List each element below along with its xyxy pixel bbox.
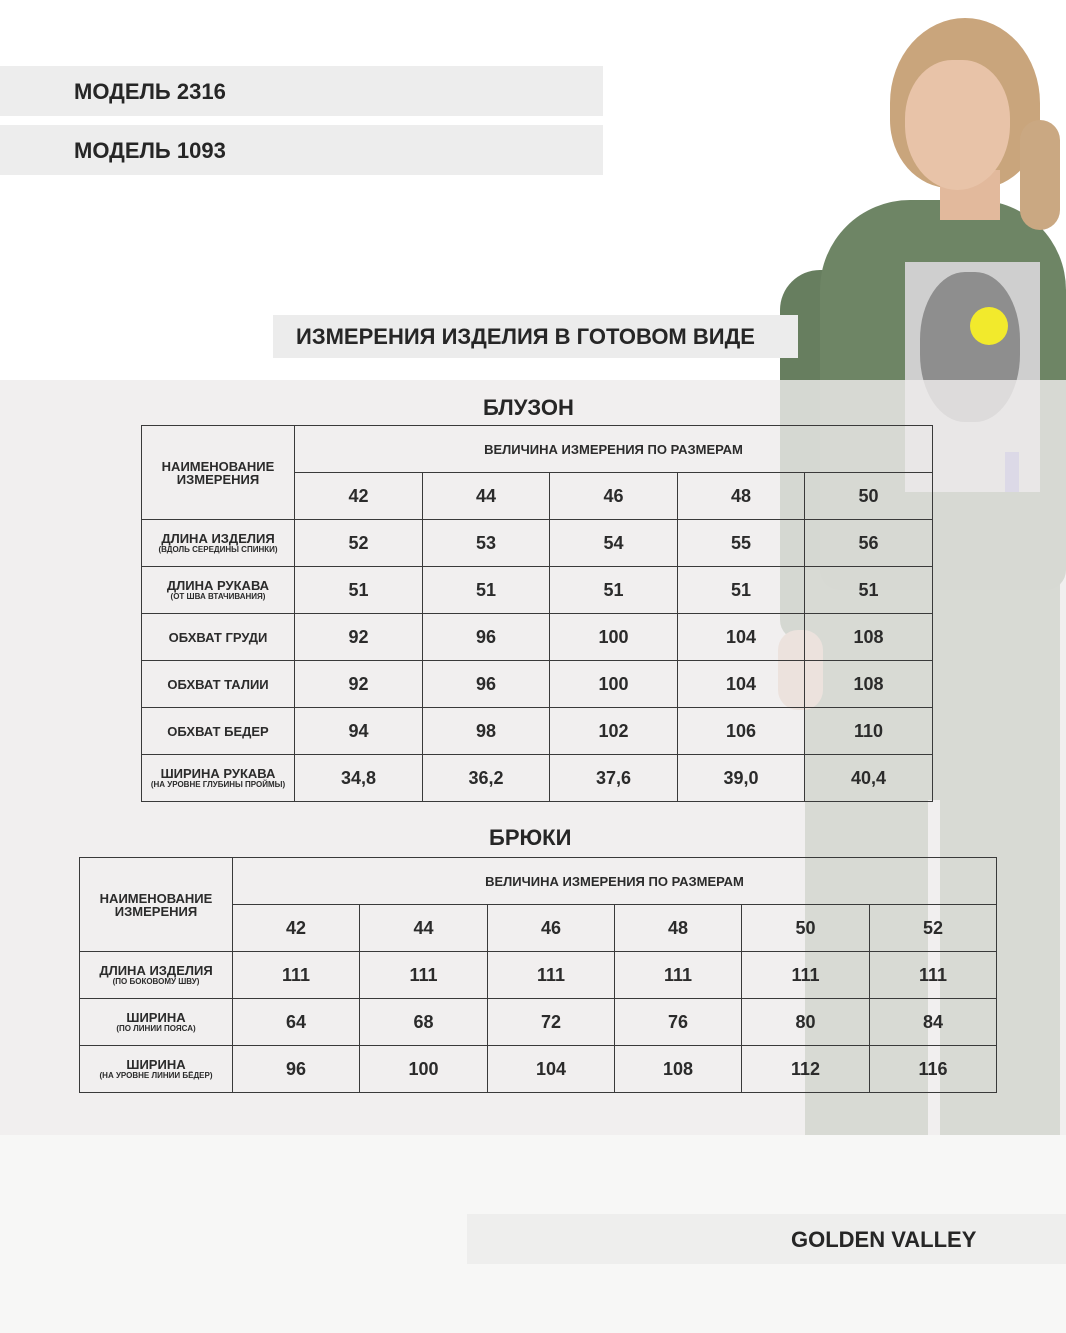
- value-cell: 54: [550, 520, 678, 567]
- value-cell: 100: [360, 1046, 488, 1093]
- value-cell: 110: [805, 708, 933, 755]
- value-cell: 116: [870, 1046, 997, 1093]
- value-cell: 37,6: [550, 755, 678, 802]
- value-cell: 100: [550, 614, 678, 661]
- blouse-size-cell: 50: [805, 473, 933, 520]
- table-row: [80, 952, 997, 999]
- pants-size-header: ВЕЛИЧИНА ИЗМЕРЕНИЯ ПО РАЗМЕРАМ: [233, 858, 997, 905]
- blouse-title: БЛУЗОН: [483, 395, 574, 420]
- blouse-size-cell: 44: [423, 473, 550, 520]
- pants-size-cell: 50: [742, 905, 870, 952]
- model-label-1: МОДЕЛЬ 2316: [0, 66, 603, 116]
- pants-name-header: НАИМЕНОВАНИЕ ИЗМЕРЕНИЯ: [80, 858, 233, 952]
- value-cell: 108: [805, 661, 933, 708]
- value-cell: 96: [233, 1046, 360, 1093]
- blouse-size-header: ВЕЛИЧИНА ИЗМЕРЕНИЯ ПО РАЗМЕРАМ: [295, 426, 933, 473]
- table-row: [142, 755, 933, 802]
- value-cell: 51: [423, 567, 550, 614]
- row-label: ОБХВАТ ТАЛИИ: [142, 661, 295, 708]
- blouse-name-header: НАИМЕНОВАНИЕ ИЗМЕРЕНИЯ: [142, 426, 295, 520]
- value-cell: 51: [678, 567, 805, 614]
- value-cell: 72: [488, 999, 615, 1046]
- value-cell: 108: [805, 614, 933, 661]
- value-cell: 111: [233, 952, 360, 999]
- pants-size-table: [79, 857, 997, 1093]
- brand-label: GOLDEN VALLEY: [467, 1214, 1066, 1264]
- pants-size-cell: 42: [233, 905, 360, 952]
- value-cell: 64: [233, 999, 360, 1046]
- value-cell: 111: [742, 952, 870, 999]
- value-cell: 51: [805, 567, 933, 614]
- row-label: ДЛИНА РУКАВА (ОТ ШВА ВТАЧИВАНИЯ): [142, 567, 295, 614]
- value-cell: 106: [678, 708, 805, 755]
- value-cell: 111: [870, 952, 997, 999]
- value-cell: 34,8: [295, 755, 423, 802]
- table-row: [80, 1046, 997, 1093]
- pants-size-cell: 52: [870, 905, 997, 952]
- row-label: ДЛИНА ИЗДЕЛИЯ (ВДОЛЬ СЕРЕДИНЫ СПИНКИ): [142, 520, 295, 567]
- value-cell: 96: [423, 661, 550, 708]
- page-title: ИЗМЕРЕНИЯ ИЗДЕЛИЯ В ГОТОВОМ ВИДЕ: [273, 315, 798, 358]
- table-row: [142, 614, 933, 661]
- pants-title: БРЮКИ: [489, 825, 572, 850]
- pants-size-cell: 46: [488, 905, 615, 952]
- table-row: [142, 567, 933, 614]
- value-cell: 53: [423, 520, 550, 567]
- value-cell: 55: [678, 520, 805, 567]
- value-cell: 94: [295, 708, 423, 755]
- value-cell: 39,0: [678, 755, 805, 802]
- value-cell: 40,4: [805, 755, 933, 802]
- table-row: [80, 999, 997, 1046]
- value-cell: 111: [615, 952, 742, 999]
- value-cell: 100: [550, 661, 678, 708]
- value-cell: 56: [805, 520, 933, 567]
- value-cell: 104: [678, 614, 805, 661]
- blouse-size-cell: 46: [550, 473, 678, 520]
- value-cell: 51: [295, 567, 423, 614]
- table-row: [142, 520, 933, 567]
- value-cell: 80: [742, 999, 870, 1046]
- value-cell: 51: [550, 567, 678, 614]
- row-label: ОБХВАТ ГРУДИ: [142, 614, 295, 661]
- blouse-size-cell: 42: [295, 473, 423, 520]
- pants-size-cell: 44: [360, 905, 488, 952]
- model-label-2: МОДЕЛЬ 1093: [0, 125, 603, 175]
- row-label: ШИРИНА РУКАВА (НА УРОВНЕ ГЛУБИНЫ ПРОЙМЫ): [142, 755, 295, 802]
- value-cell: 108: [615, 1046, 742, 1093]
- value-cell: 111: [360, 952, 488, 999]
- value-cell: 92: [295, 661, 423, 708]
- table-row: [142, 661, 933, 708]
- row-label: ОБХВАТ БЕДЕР: [142, 708, 295, 755]
- value-cell: 68: [360, 999, 488, 1046]
- row-label: ДЛИНА ИЗДЕЛИЯ (ПО БОКОВОМУ ШВУ): [80, 952, 233, 999]
- value-cell: 76: [615, 999, 742, 1046]
- row-label: ШИРИНА (НА УРОВНЕ ЛИНИИ БЁДЕР): [80, 1046, 233, 1093]
- blouse-size-cell: 48: [678, 473, 805, 520]
- value-cell: 52: [295, 520, 423, 567]
- table-row: [142, 708, 933, 755]
- value-cell: 104: [488, 1046, 615, 1093]
- value-cell: 102: [550, 708, 678, 755]
- value-cell: 111: [488, 952, 615, 999]
- row-label: ШИРИНА (ПО ЛИНИИ ПОЯСА): [80, 999, 233, 1046]
- value-cell: 112: [742, 1046, 870, 1093]
- value-cell: 84: [870, 999, 997, 1046]
- value-cell: 92: [295, 614, 423, 661]
- value-cell: 96: [423, 614, 550, 661]
- value-cell: 36,2: [423, 755, 550, 802]
- value-cell: 98: [423, 708, 550, 755]
- blouse-size-table: [141, 425, 933, 802]
- pants-size-cell: 48: [615, 905, 742, 952]
- value-cell: 104: [678, 661, 805, 708]
